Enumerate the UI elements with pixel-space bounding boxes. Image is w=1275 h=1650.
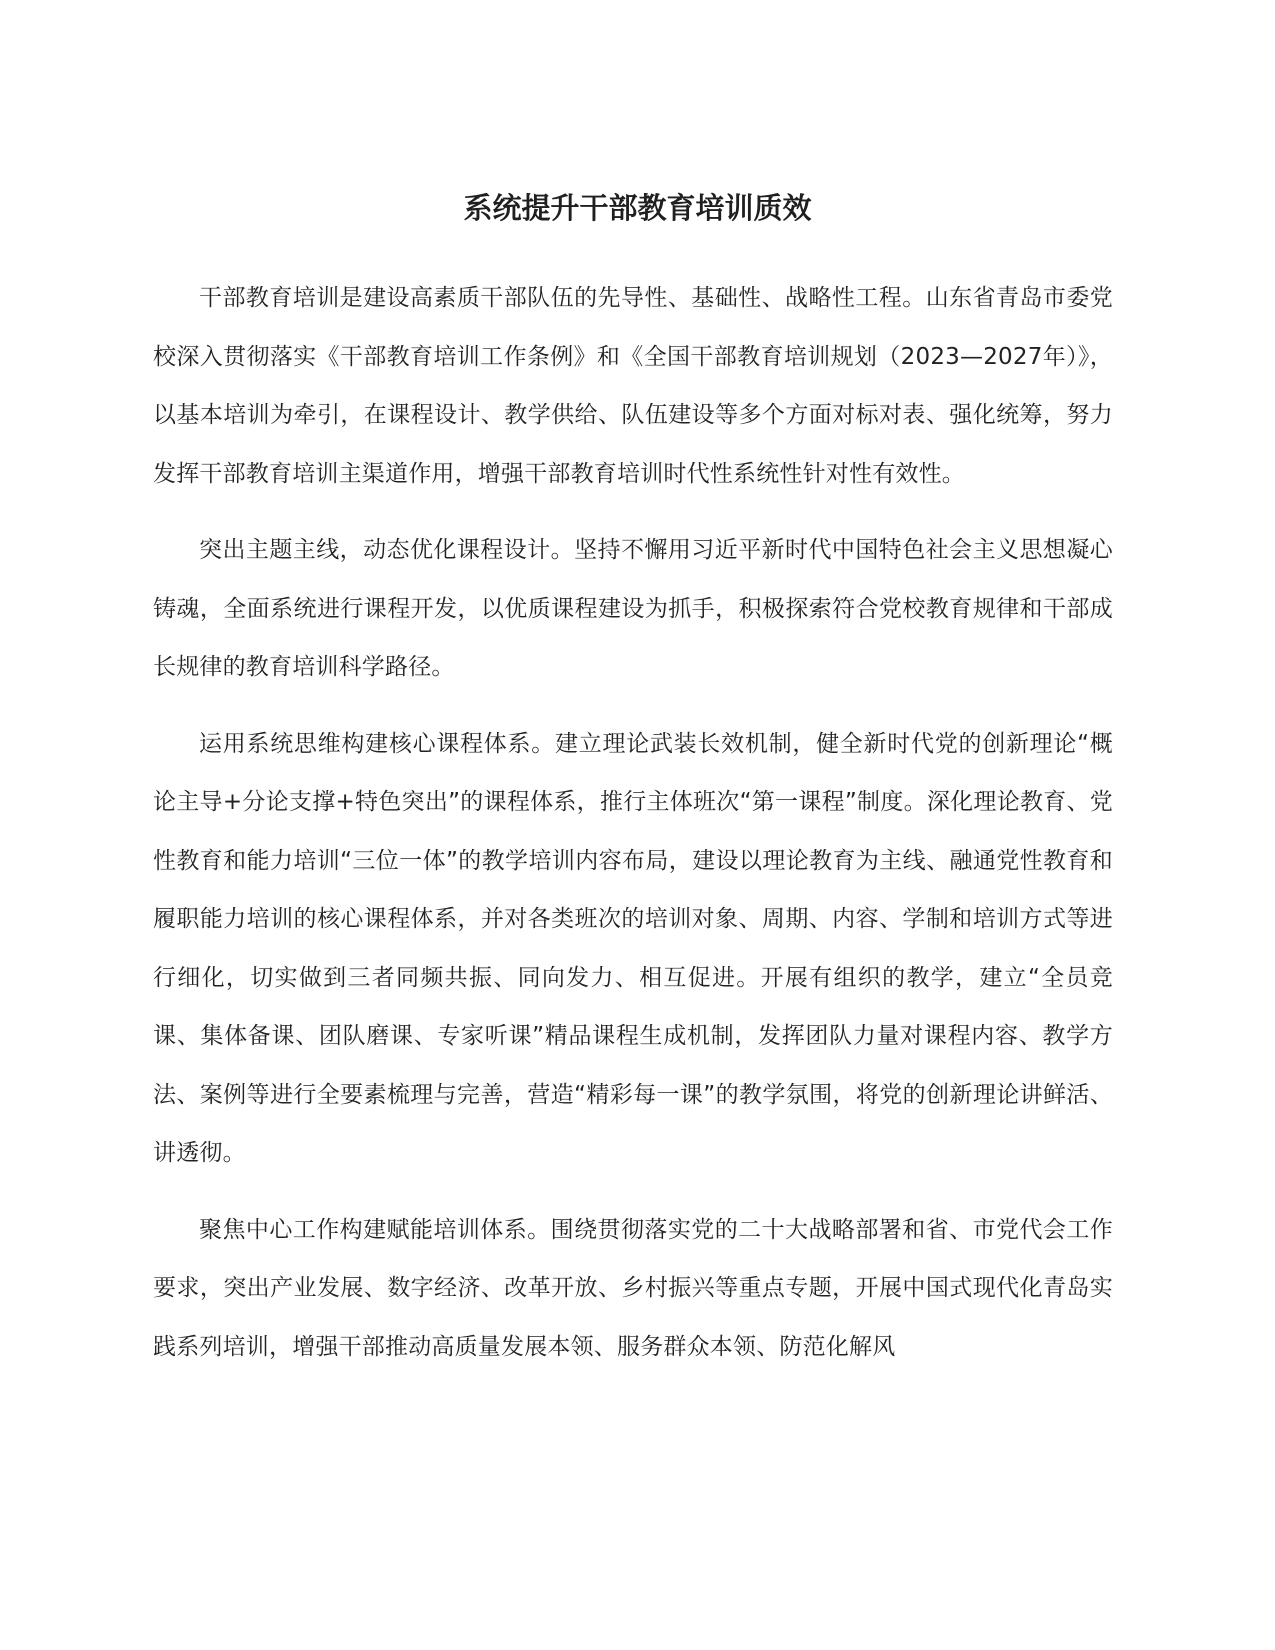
document-title: 系统提升干部教育培训质效: [463, 191, 812, 225]
paragraph-course-design: 突出主题主线，动态优化课程设计。坚持不懈用习近平新时代中国特色社会主义思想凝心铸魂，全面系统进行课程开发，以优质课程建设为抓手，积极探索符合党校教育规律和干部成长规律的教育培训科学路径。: [153, 537, 1113, 680]
paragraph-core-curriculum: 运用系统思维构建核心课程体系。建立理论武装长效机制，健全新时代党的创新理论“概论主导+分论支撑+特色突出”的课程体系，推行主体班次“第一课程”制度。深化理论教育、党性教育和能力培训“三位一体”的教学培训内容布局，建设以理论教育为主线、融通党性教育和履职能力培训的核心课程体系，并对各类班次的培训对象、周期、内容、学制和培训方式等进行细化，切实做到三者同频共振、同向发力、相互促进。开展有组织的教学，建立“全员竞课、集体备课、团队磨课、专家听课”精品课程生成机制，发挥团队力量对课程内容、教学方法、案例等进行全要素梳理与完善，营造“精彩每一课”的教学氛围，将党的创新理论讲鲜活、讲透彻。: [153, 730, 1113, 1166]
paragraph-intro: 干部教育培训是建设高素质干部队伍的先导性、基础性、战略性工程。山东省青岛市委党校深入贯彻落实《干部教育培训工作条例》和《全国干部教育培训规划（2023—2027年）》，以基本培训为牵引，在课程设计、教学供给、队伍建设等多个方面对标对表、强化统筹，努力发挥干部教育培训主渠道作用，增强干部教育培训时代性系统性针对性有效性。: [153, 285, 1113, 487]
paragraph-empowerment-training: 聚焦中心工作构建赋能培训体系。围绕贯彻落实党的二十大战略部署和省、市党代会工作要求，突出产业发展、数字经济、改革开放、乡村振兴等重点专题，开展中国式现代化青岛实践系列培训，增强干部推动高质量发展本领、服务群众本领、防范化解风: [153, 1216, 1113, 1360]
document-body: [153, 269, 1113, 1394]
